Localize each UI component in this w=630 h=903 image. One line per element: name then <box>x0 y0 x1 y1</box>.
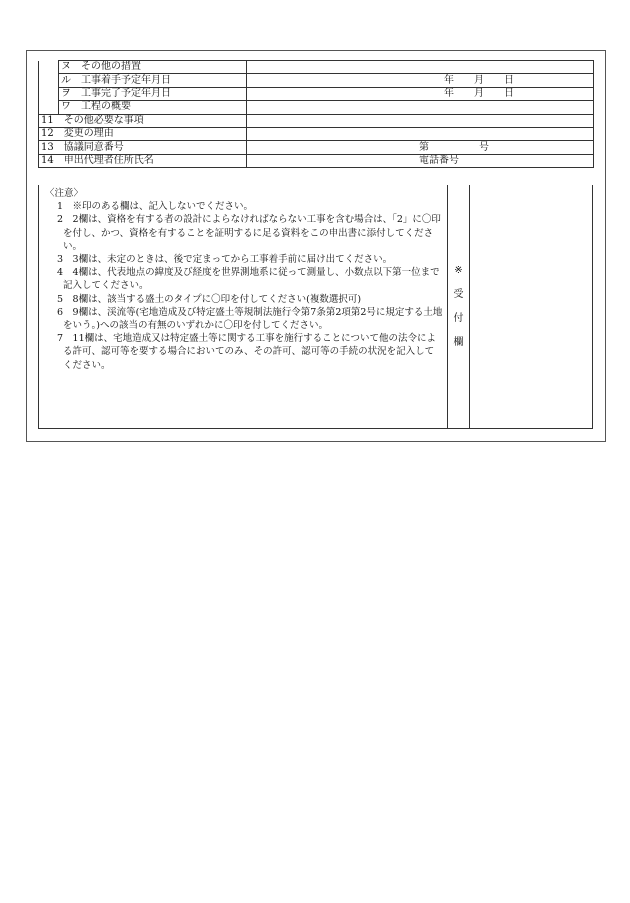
row-value: 年 月 日 <box>247 74 594 87</box>
row-label: 11 その他必要な事項 <box>39 114 247 127</box>
indent-cell <box>39 74 59 87</box>
table-row <box>39 87 594 100</box>
table-row <box>39 101 594 114</box>
row-value <box>247 114 594 127</box>
row-value <box>247 127 594 140</box>
row-value: 年 月 日 <box>247 87 594 100</box>
note-item: 5 8欄は、該当する盛土のタイプに〇印を付してください(複数選択可) <box>57 293 362 305</box>
receipt-char: 欄 <box>453 336 464 348</box>
indent-cell <box>39 87 59 100</box>
table-row <box>39 127 594 140</box>
indent-cell <box>39 61 59 74</box>
receipt-char: 受 <box>453 288 464 300</box>
row-label: ル 工事着手予定年月日 <box>59 74 247 87</box>
receipt-char: 付 <box>453 312 464 324</box>
row-label: ヌ その他の措置 <box>59 61 247 74</box>
note-item: 4 4欄は、代表地点の緯度及び経度を世界測地系に従って測量し、小数点以下第一位まで記入してください。 <box>57 267 440 292</box>
note-item: 1 ※印のある欄は、記入しないでください。 <box>57 201 254 213</box>
note-item: 7 11欄は、宅地造成又は特定盛土等に関する工事を施行することについて他の法令による許可、認可等を要する場合においてのみ、その許可、認可等の手続の状況を記入してください。 <box>57 333 436 371</box>
table-row <box>39 74 594 87</box>
notes-section <box>38 185 593 429</box>
row-label: 13 協議同意番号 <box>39 141 247 154</box>
receipt-column <box>448 185 470 428</box>
row-label: 14 申出代理者住所氏名 <box>39 154 247 167</box>
row-label: ワ 工程の概要 <box>59 101 247 114</box>
row-value: 電話番号 <box>247 154 594 167</box>
row-value: 第 号 <box>247 141 594 154</box>
table-row <box>39 61 594 74</box>
notes-body <box>39 185 448 428</box>
row-label: ヲ 工事完了予定年月日 <box>59 87 247 100</box>
row-value <box>247 61 594 74</box>
table-row <box>39 141 594 154</box>
form-table <box>38 60 594 168</box>
row-value <box>247 101 594 114</box>
indent-cell <box>39 101 59 114</box>
row-label: 12 変更の理由 <box>39 127 247 140</box>
receipt-mark: ※ <box>454 264 463 276</box>
table-row <box>39 114 594 127</box>
note-item: 6 9欄は、渓流等(宅地造成及び特定盛土等規制法施行令第7条第2項第2号に規定する土地をいう。)への該当の有無のいずれかに〇印を付してください。 <box>57 306 443 332</box>
note-item: 2 2欄は、資格を有する者の設計によらなければならない工事を含む場合は、「2」に〇印を付し、かつ、資格を有することを証明するに足る資料をこの申出書に添付してください。 <box>57 214 441 252</box>
notes-heading: 〈注意〉 <box>45 188 84 199</box>
table-row <box>39 154 594 167</box>
note-item: 3 3欄は、未定のときは、後で定まってから工事着手前に届け出てください。 <box>57 254 393 266</box>
